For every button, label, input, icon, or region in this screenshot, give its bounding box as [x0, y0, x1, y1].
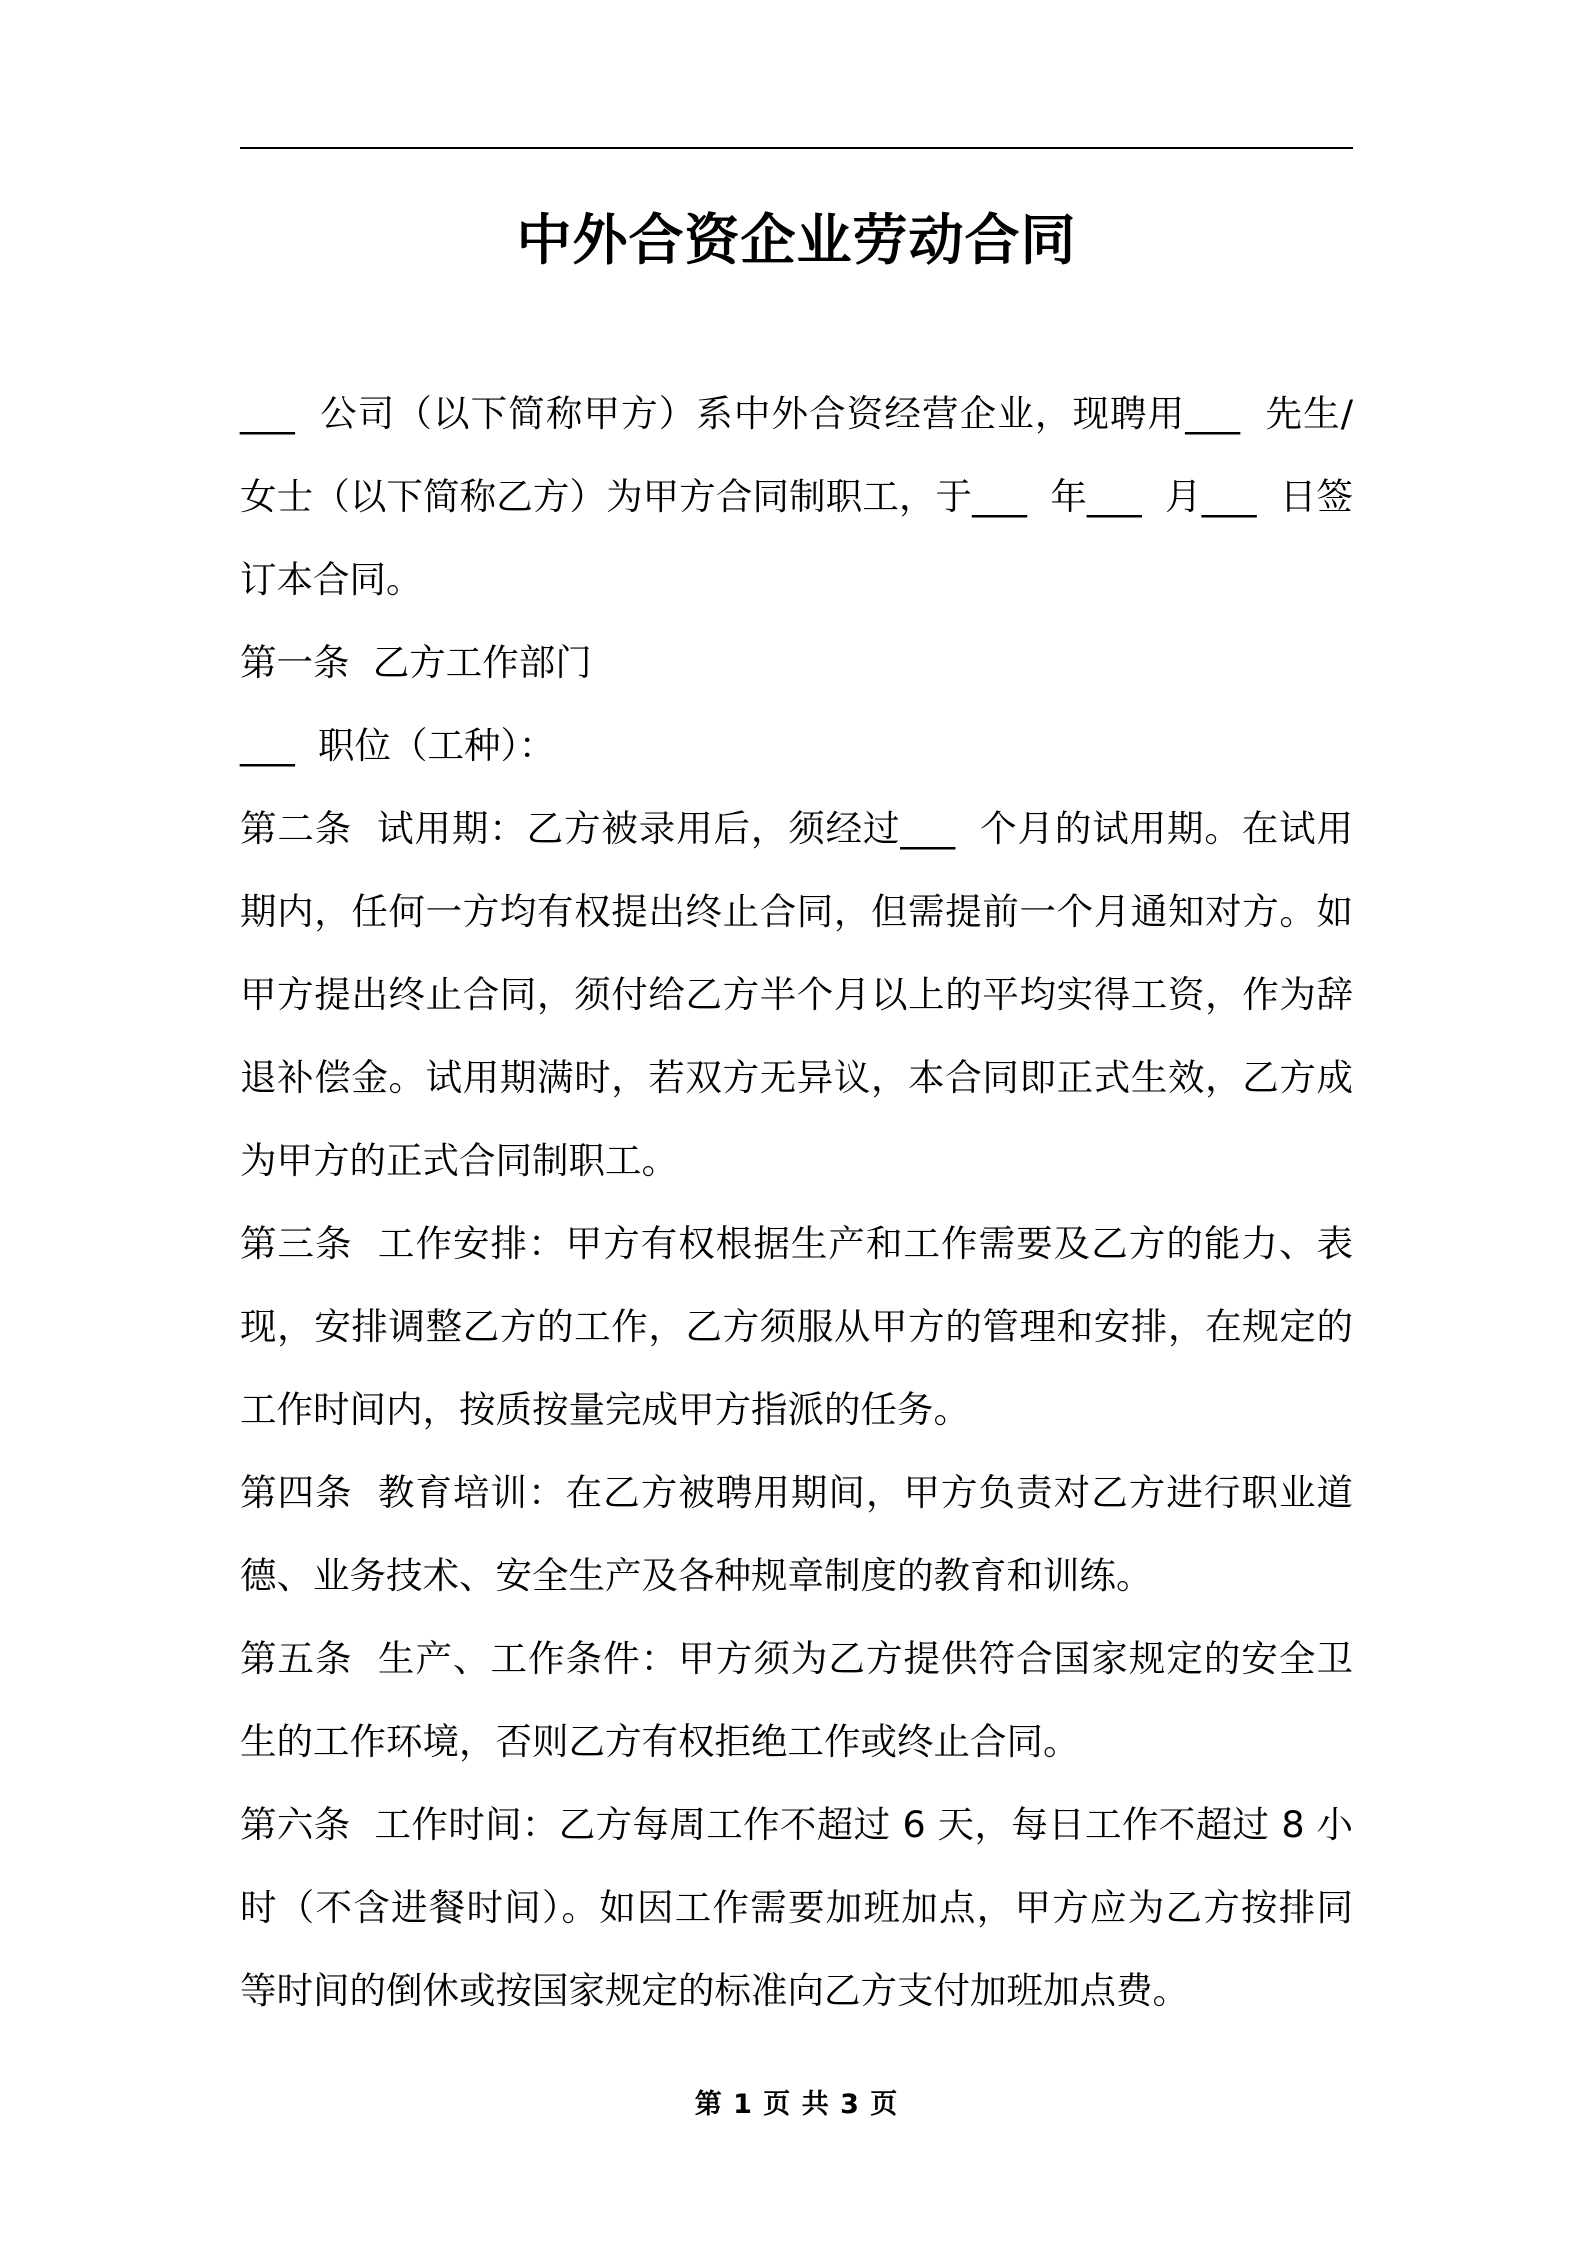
paragraph-article-1: 第一条 乙方工作部门: [240, 641, 592, 684]
header-rule: [240, 147, 1353, 149]
document-title: 中外合资企业劳动合同: [516, 208, 1077, 272]
document-body: [240, 372, 1353, 2032]
paragraph-position: ___ 职位（工种）：: [240, 724, 556, 767]
paragraph-article-4: 第四条 教育培训：在乙方被聘用期间，甲方负责对乙方进行职业道德、业务技术、安全生产及各种规章制度的教育和训练。: [240, 1471, 1353, 1597]
page-number-footer: 第 1 页 共 3 页: [694, 2089, 899, 2120]
paragraph-article-2: 第二条 试用期：乙方被录用后，须经过___ 个月的试用期。在试用期内，任何一方均有权提出终止合同，但需提前一个月通知对方。如甲方提出终止合同，须付给乙方半个月以上的平均实得工资，作为辞退补偿金。试用期满时，若双方无异议，本合同即正式生效，乙方成为甲方的正式合同制职工。: [240, 807, 1353, 1182]
paragraph-intro: ___ 公司（以下简称甲方）系中外合资经营企业，现聘用___ 先生/女士（以下简称乙方）为甲方合同制职工，于___ 年___ 月___ 日签订本合同。: [240, 392, 1353, 601]
paragraph-article-3: 第三条 工作安排：甲方有权根据生产和工作需要及乙方的能力、表现，安排调整乙方的工作，乙方须服从甲方的管理和安排，在规定的工作时间内，按质按量完成甲方指派的任务。: [240, 1222, 1353, 1431]
paragraph-article-5: 第五条 生产、工作条件：甲方须为乙方提供符合国家规定的安全卫生的工作环境，否则乙方有权拒绝工作或终止合同。: [240, 1637, 1353, 1763]
paragraph-article-6: 第六条 工作时间：乙方每周工作不超过 6 天，每日工作不超过 8 小时（不含进餐时间）。如因工作需要加班加点，甲方应为乙方按排同等时间的倒休或按国家规定的标准向乙方支付加班加点费。: [240, 1803, 1353, 2012]
